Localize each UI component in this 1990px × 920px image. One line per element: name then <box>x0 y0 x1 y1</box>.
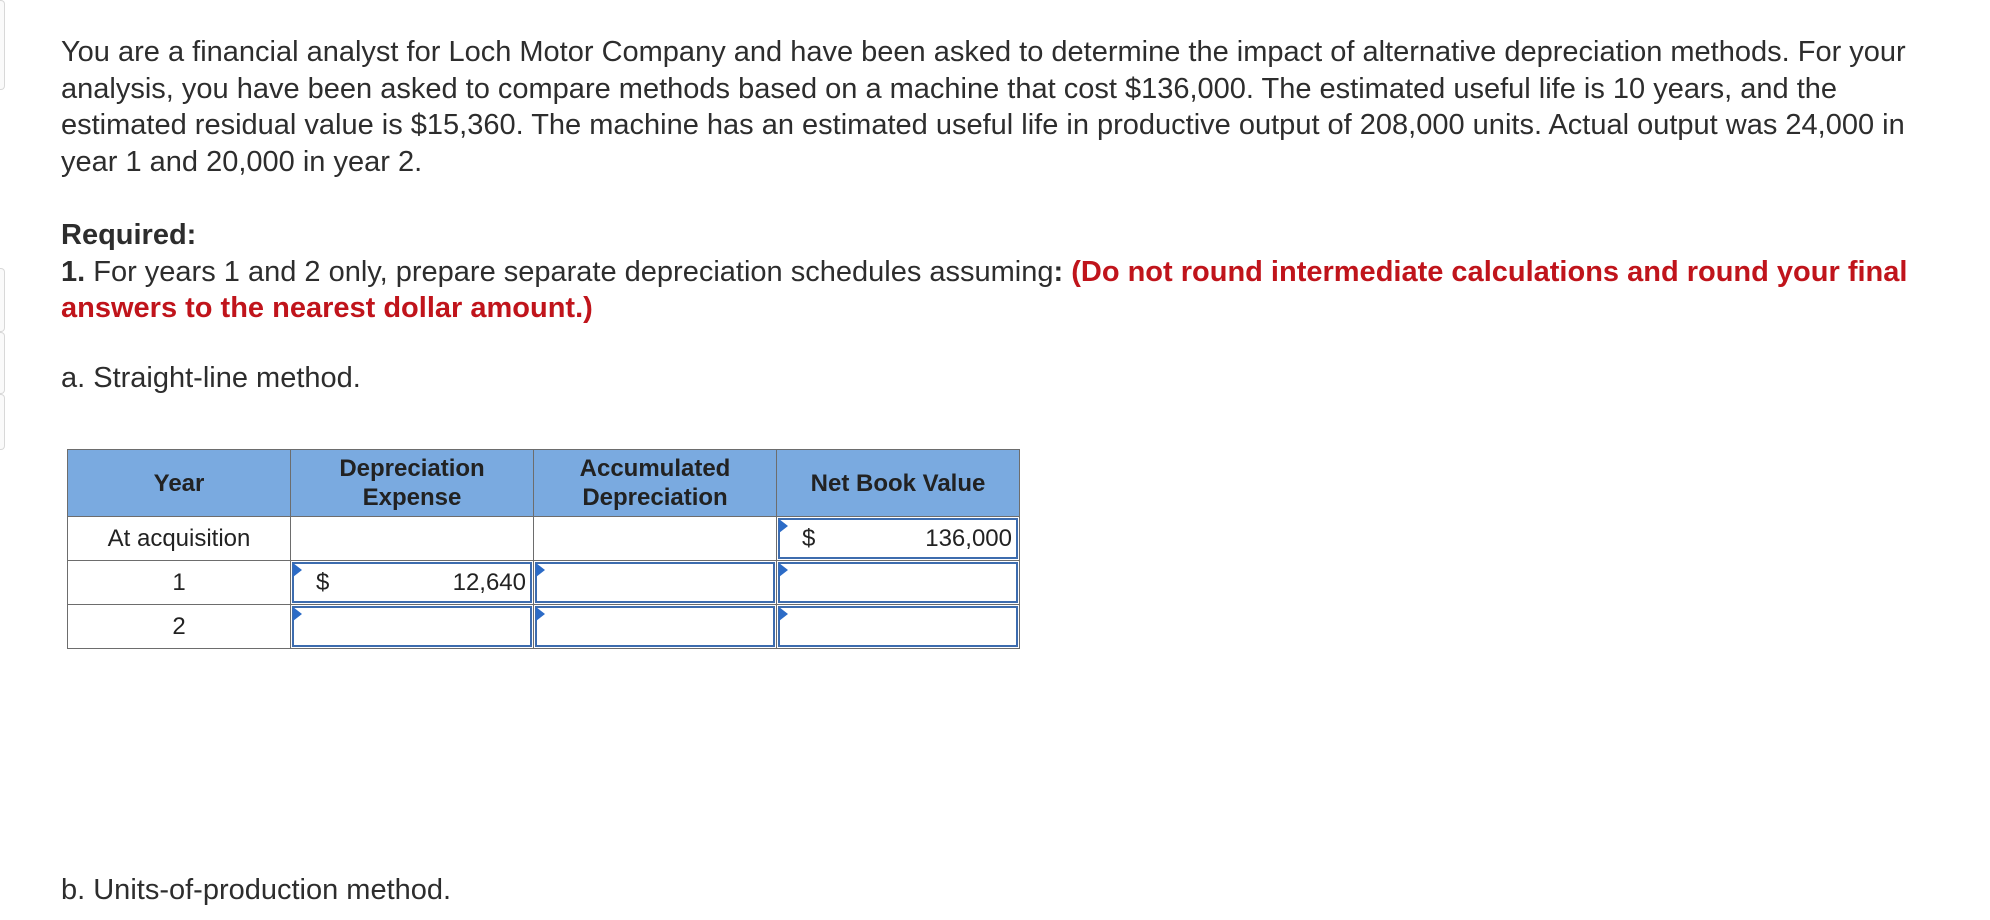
currency-symbol: $ <box>802 524 816 552</box>
row-year-label: 2 <box>68 605 291 649</box>
straight-line-schedule-table <box>67 449 1020 649</box>
cell-flag-icon <box>536 563 545 577</box>
cell-flag-icon <box>779 519 788 533</box>
cell-flag-icon <box>293 563 302 577</box>
part-a-label: a. Straight-line method. <box>61 362 361 394</box>
header-accumulated-depreciation: Accumulated Depreciation <box>534 450 777 517</box>
table-row <box>68 605 1020 649</box>
cell-flag-icon <box>779 607 788 621</box>
problem-statement: You are a financial analyst for Loch Motor Company and have been asked to determine the impact of alternative depreciation methods. For your analysis, you have been asked to compare methods based on a machine that cost $136,000. The estimated useful life is 10 years, and the estimated residual value is $15,360. The machine has an estimated useful life in productive output of 208,000 units. Actual output was 24,000 in year 1 and 20,000 in year 2. <box>61 36 1906 178</box>
accumulated-depreciation-input[interactable] <box>535 562 775 603</box>
instruction-rounding-note: (Do not round intermediate calculations and round your final answers to the nearest dollar amount.) <box>61 255 1908 324</box>
required-heading: Required: <box>61 219 197 251</box>
depreciation-expense-cell <box>291 561 534 605</box>
accumulated-depreciation-cell <box>534 561 777 605</box>
input-value: 136,000 <box>925 524 1012 552</box>
instruction-text: For years 1 and 2 only, prepare separate depreciation schedules assuming <box>85 255 1054 288</box>
header-year: Year <box>68 450 291 517</box>
left-panel-edge <box>0 332 5 394</box>
net-book-value-input[interactable] <box>778 562 1018 603</box>
header-depreciation-expense: Depreciation Expense <box>291 450 534 517</box>
net-book-value-input[interactable] <box>778 606 1018 647</box>
currency-symbol: $ <box>316 568 330 596</box>
depreciation-expense-input[interactable] <box>292 562 532 603</box>
net-book-value-cell <box>777 517 1020 561</box>
depreciation-expense-input[interactable] <box>292 606 532 647</box>
input-value: 12,640 <box>452 568 526 596</box>
depreciation-expense-cell <box>291 605 534 649</box>
readonly-cell <box>534 517 777 561</box>
row-year-label: At acquisition <box>68 517 291 561</box>
accumulated-depreciation-cell <box>534 605 777 649</box>
required-section <box>61 217 1941 327</box>
part-b-label: b. Units-of-production method. <box>61 874 452 906</box>
instruction-number: 1. <box>61 255 86 288</box>
cell-flag-icon <box>293 607 302 621</box>
readonly-cell <box>291 517 534 561</box>
table-row <box>68 561 1020 605</box>
table-header-row <box>68 450 1020 517</box>
left-panel-edge <box>0 394 5 450</box>
net-book-value-cell <box>777 605 1020 649</box>
instruction-colon: : <box>1053 255 1072 288</box>
accumulated-depreciation-input[interactable] <box>535 606 775 647</box>
net-book-value-cell <box>777 561 1020 605</box>
row-year-label: 1 <box>68 561 291 605</box>
left-panel-edge <box>0 0 5 90</box>
cell-flag-icon <box>779 563 788 577</box>
header-net-book-value: Net Book Value <box>777 450 1020 517</box>
table-row <box>68 517 1020 561</box>
cell-flag-icon <box>536 607 545 621</box>
left-panel-edge <box>0 268 5 332</box>
net-book-value-input[interactable] <box>778 518 1018 559</box>
